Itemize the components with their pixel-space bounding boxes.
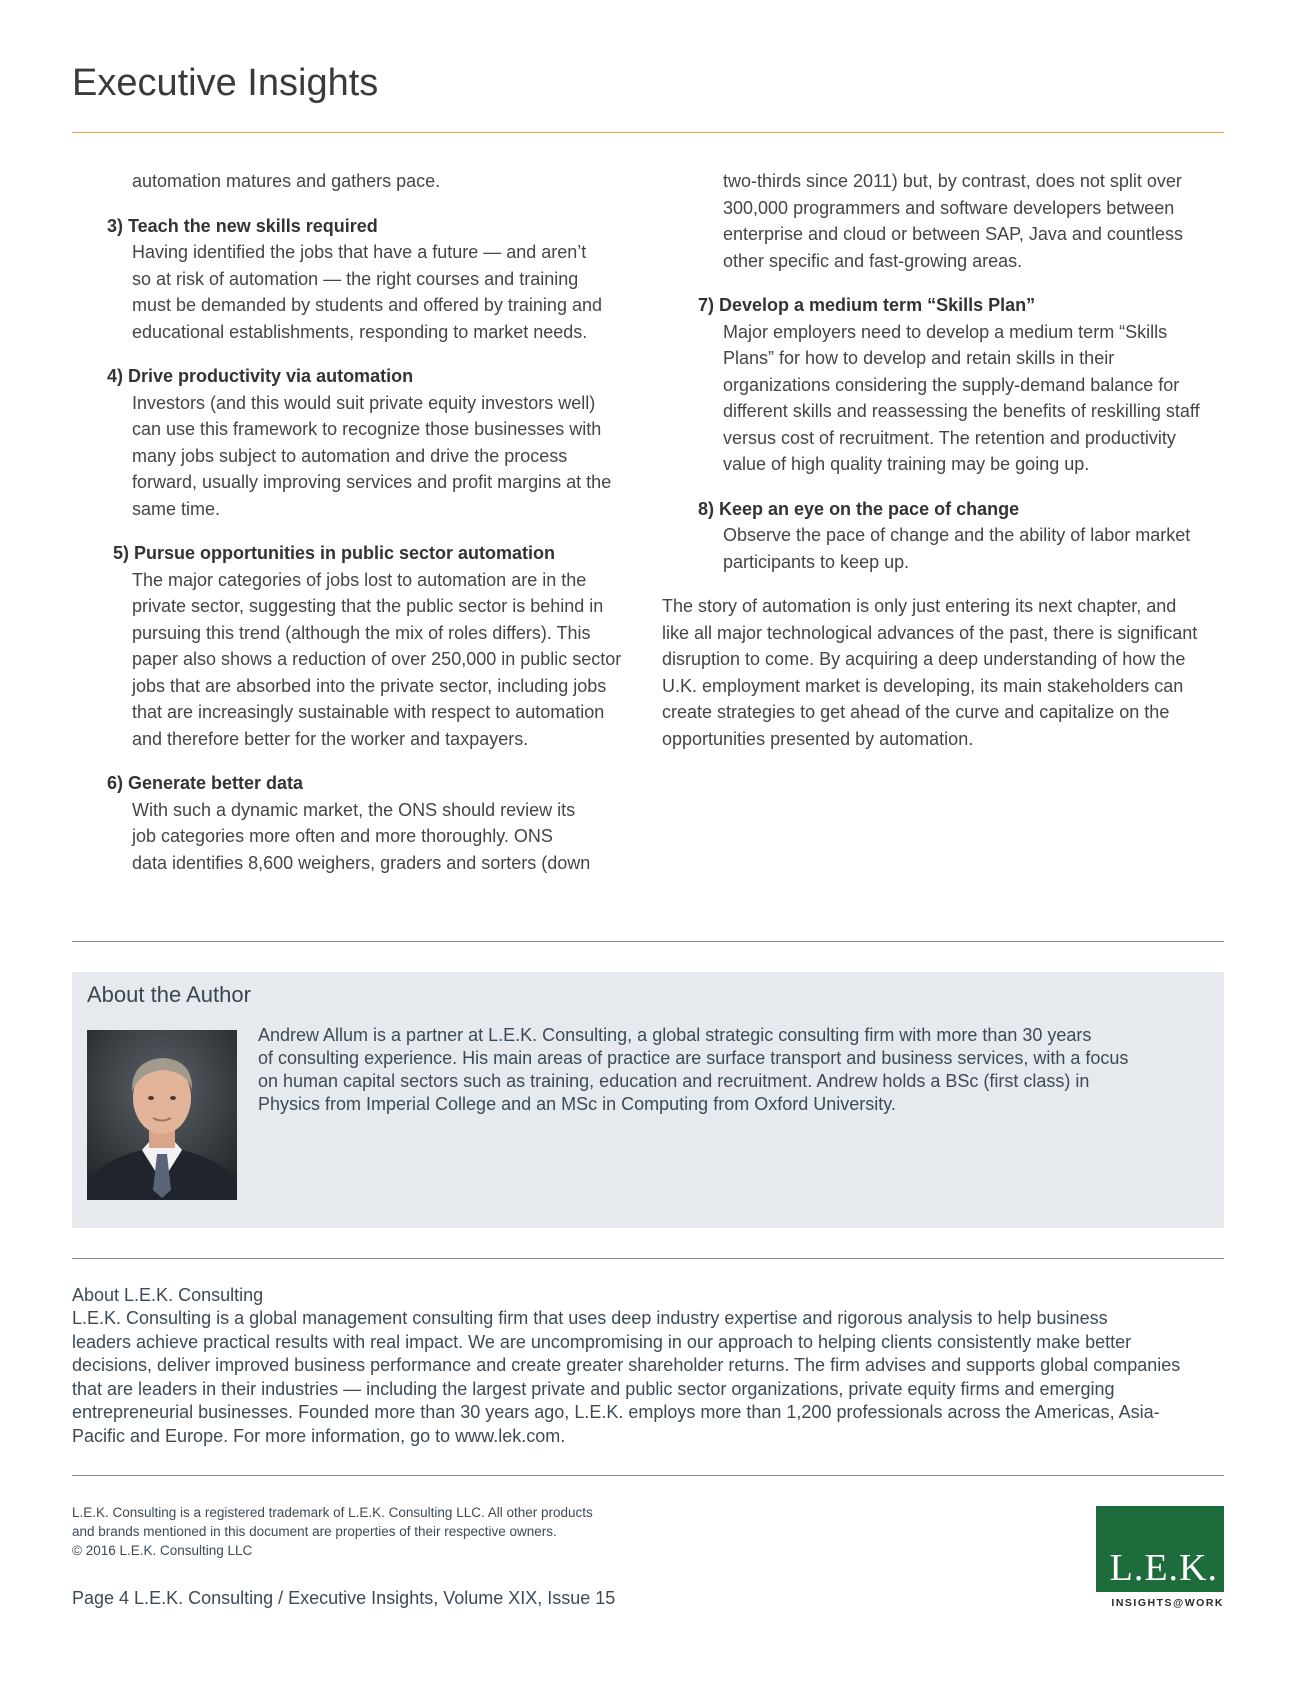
body-line: 300,000 programmers and software developers between <box>723 197 1175 218</box>
body-line: leaders achieve practical results with real impact. We are uncompromising in our approach to helping clients consistently make better <box>72 1331 1132 1352</box>
item-body <box>72 390 642 523</box>
body-line: U.K. employment market is developing, its main stakeholders can <box>662 675 1184 696</box>
body-line: versus cost of recruitment. The retention and productivity <box>723 427 1176 448</box>
body-line: decisions, deliver improved business performance and create greater shareholder returns. The firm advises and supports global companies <box>72 1355 1181 1375</box>
item-body <box>662 319 1222 478</box>
body-line: The story of automation is only just entering its next chapter, and <box>662 596 1177 616</box>
bio-line: of consulting experience. His main areas of practice are surface transport and business services, with a focus <box>258 1048 1129 1068</box>
body-line: Plans” for how to develop and retain skills in their <box>723 348 1115 368</box>
item-3 <box>72 213 642 346</box>
body-line: value of high quality training may be going up. <box>723 454 1090 474</box>
lek-logo-tagline: INSIGHTS@WORK <box>1111 1597 1224 1609</box>
trademark-notice <box>72 1503 672 1560</box>
body-line: jobs that are absorbed into the private sector, including jobs <box>132 675 607 696</box>
body-line: Major employers need to develop a medium term “Skills <box>723 321 1168 342</box>
bio-line: Physics from Imperial College and an MSc in Computing from Oxford University. <box>258 1094 896 1114</box>
item-7 <box>662 292 1222 478</box>
body-line: that are leaders in their industries — including the largest private and public sector organizations, private equity firms and emerging <box>72 1378 1115 1399</box>
body-line: other specific and fast-growing areas. <box>723 250 1023 271</box>
item-body <box>662 522 1222 575</box>
about-author-box <box>72 972 1224 1228</box>
body-line: data identifies 8,600 weighers, graders and sorters (down <box>132 852 591 873</box>
body-line: pursuing this trend (although the mix of roles differs). This <box>132 622 591 643</box>
item-body <box>72 567 642 753</box>
item-body <box>72 239 642 345</box>
body-line: participants to keep up. <box>723 551 910 572</box>
about-lek-section <box>72 1283 1232 1448</box>
trademark-line: L.E.K. Consulting is a registered trademark of L.E.K. Consulting LLC. All other products <box>72 1505 593 1520</box>
body-line: create strategies to get ahead of the curve and capitalize on the <box>662 702 1170 722</box>
body-line: must be demanded by students and offered by training and <box>132 295 602 315</box>
bio-line: Andrew Allum is a partner at L.E.K. Consulting, a global strategic consulting firm with more than 30 years <box>258 1025 1092 1045</box>
closing-paragraph <box>662 593 1222 752</box>
left-column <box>72 168 642 876</box>
body-line: can use this framework to recognize those businesses with <box>132 419 602 439</box>
body-line: L.E.K. Consulting is a global management consulting firm that uses deep industry expertise and rigorous analysis to help business <box>72 1308 1108 1328</box>
right-column <box>662 168 1222 752</box>
body-line: so at risk of automation — the right courses and training <box>132 268 579 289</box>
left-continuation: automation matures and gathers pace. <box>132 171 441 191</box>
page-header-title: Executive Insights <box>72 62 379 104</box>
body-line: Investors (and this would suit private equity investors well) <box>132 392 596 413</box>
right-continuation <box>662 168 1222 274</box>
body-line: entrepreneurial businesses. Founded more than 30 years ago, L.E.K. employs more than 1,200 professionals across the Americas, Asia- <box>72 1402 1160 1422</box>
bio-line: on human capital sectors such as training, education and recruitment. Andrew holds a BSc (first class) in <box>258 1071 1090 1091</box>
body-line: disruption to come. By acquiring a deep understanding of how the <box>662 649 1186 669</box>
item-heading: 6) Generate better data <box>107 773 304 793</box>
section-divider <box>72 1258 1224 1259</box>
item-heading: 5) Pursue opportunities in public sector automation <box>113 543 556 563</box>
page-footer: Page 4 L.E.K. Consulting / Executive Insights, Volume XIX, Issue 15 <box>72 1588 616 1608</box>
item-heading: 8) Keep an eye on the pace of change <box>698 498 1020 519</box>
section-divider <box>72 941 1224 942</box>
body-line: With such a dynamic market, the ONS should review its <box>132 799 576 820</box>
item-heading: 4) Drive productivity via automation <box>107 366 414 386</box>
body-line: enterprise and cloud or between SAP, Java and countless <box>723 224 1183 244</box>
trademark-line: and brands mentioned in this document are properties of their respective owners. <box>72 1524 557 1539</box>
body-line: two-thirds since 2011) but, by contrast, does not split over <box>723 171 1182 191</box>
author-portrait-image <box>87 1030 237 1200</box>
author-photo <box>87 1030 237 1200</box>
body-line: and therefore better for the worker and taxpayers. <box>132 728 529 749</box>
body-line: Pacific and Europe. For more information, go to www.lek.com. <box>72 1425 566 1446</box>
body-line: educational establishments, responding to market needs. <box>132 321 588 342</box>
item-5 <box>72 540 642 752</box>
lek-logo-text: L.E.K. <box>1109 1547 1218 1589</box>
header-divider <box>72 132 1224 133</box>
body-line: job categories more often and more thoroughly. ONS <box>132 826 553 846</box>
item-heading: 7) Develop a medium term “Skills Plan” <box>698 295 1036 315</box>
item-4 <box>72 363 642 522</box>
body-line: like all major technological advances of the past, there is significant <box>662 622 1198 643</box>
body-line: forward, usually improving services and profit margins at the <box>132 472 612 492</box>
body-line: many jobs subject to automation and drive the process <box>132 445 568 466</box>
author-bio <box>258 1024 1188 1116</box>
body-line: same time. <box>132 498 221 519</box>
body-line: that are increasingly sustainable with respect to automation <box>132 702 605 722</box>
item-6 <box>72 770 642 876</box>
body-line: different skills and reassessing the benefits of reskilling staff <box>723 401 1200 421</box>
section-divider <box>72 1475 1224 1476</box>
body-line: paper also shows a reduction of over 250,000 in public sector <box>132 649 622 669</box>
item-8 <box>662 496 1222 576</box>
body-line: The major categories of jobs lost to automation are in the <box>132 569 587 590</box>
body-line: Observe the pace of change and the ability of labor market <box>723 525 1191 545</box>
about-lek-body <box>72 1307 1232 1448</box>
item-heading: 3) Teach the new skills required <box>107 215 378 236</box>
trademark-line: © 2016 L.E.K. Consulting LLC <box>72 1543 253 1558</box>
lek-logo <box>1096 1506 1224 1592</box>
about-lek-title: About L.E.K. Consulting <box>72 1285 264 1305</box>
body-line: organizations considering the supply-demand balance for <box>723 374 1180 395</box>
item-body <box>72 797 642 877</box>
about-author-title: About the Author <box>87 982 251 1007</box>
body-line: private sector, suggesting that the public sector is behind in <box>132 596 604 616</box>
body-line: Having identified the jobs that have a future — and aren’t <box>132 242 587 262</box>
body-line: opportunities presented by automation. <box>662 728 974 749</box>
